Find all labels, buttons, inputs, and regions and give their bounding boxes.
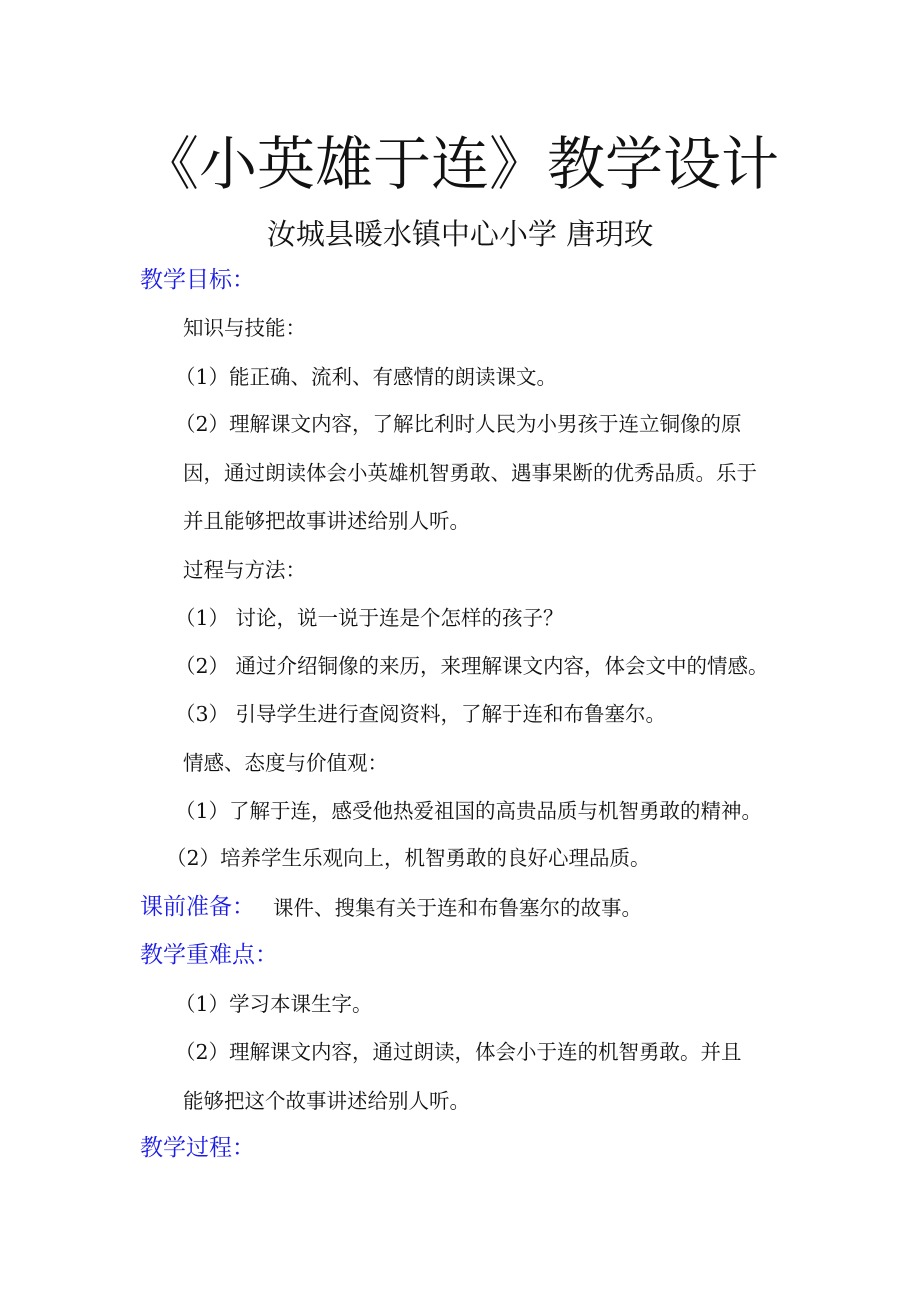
heading-process: 教学过程： [140, 1135, 255, 1161]
subheading-emotion: 情感、态度与价值观： [183, 751, 388, 775]
key-point-item: 能够把这个故事讲述给别人听。 [183, 1089, 470, 1113]
process-item: （1） 讨论，说一说于连是个怎样的孩子？ [175, 606, 564, 630]
knowledge-item: （2）理解课文内容，了解比利时人民为小男孩于连立铜像的原 [175, 412, 742, 436]
knowledge-item: 并且能够把故事讲述给别人听。 [183, 509, 470, 533]
subheading-process: 过程与方法： [183, 558, 306, 582]
knowledge-item: （1）能正确、流利、有感情的朗读课文。 [175, 365, 558, 389]
key-point-item: （1）学习本课生字。 [175, 992, 373, 1016]
author-line: 汝城县暖水镇中心小学 唐玥玫 [266, 217, 654, 251]
heading-key-points: 教学重难点： [140, 942, 278, 968]
process-item: （3） 引导学生进行查阅资料，了解于连和布鲁塞尔。 [175, 702, 667, 726]
key-point-item: （2）理解课文内容，通过朗读，体会小于连的机智勇敢。并且 [175, 1040, 742, 1064]
knowledge-item: 因，通过朗读体会小英雄机智勇敢、遇事果断的优秀品质。乐于 [183, 461, 757, 485]
heading-prep: 课前准备： [140, 894, 255, 920]
document-title: 《小英雄于连》教学设计 [140, 130, 779, 198]
emotion-item: （1）了解于连，感受他热爱祖国的高贵品质与机智勇敢的精神。 [175, 799, 763, 823]
subheading-knowledge: 知识与技能： [183, 316, 306, 340]
prep-text: 课件、搜集有关于连和布鲁塞尔的故事。 [273, 896, 642, 920]
heading-goals: 教学目标： [140, 267, 255, 293]
emotion-item: （2）培养学生乐观向上，机智勇敢的良好心理品质。 [166, 846, 651, 870]
process-item: （2） 通过介绍铜像的来历，来理解课文内容，体会文中的情感。 [175, 654, 769, 678]
